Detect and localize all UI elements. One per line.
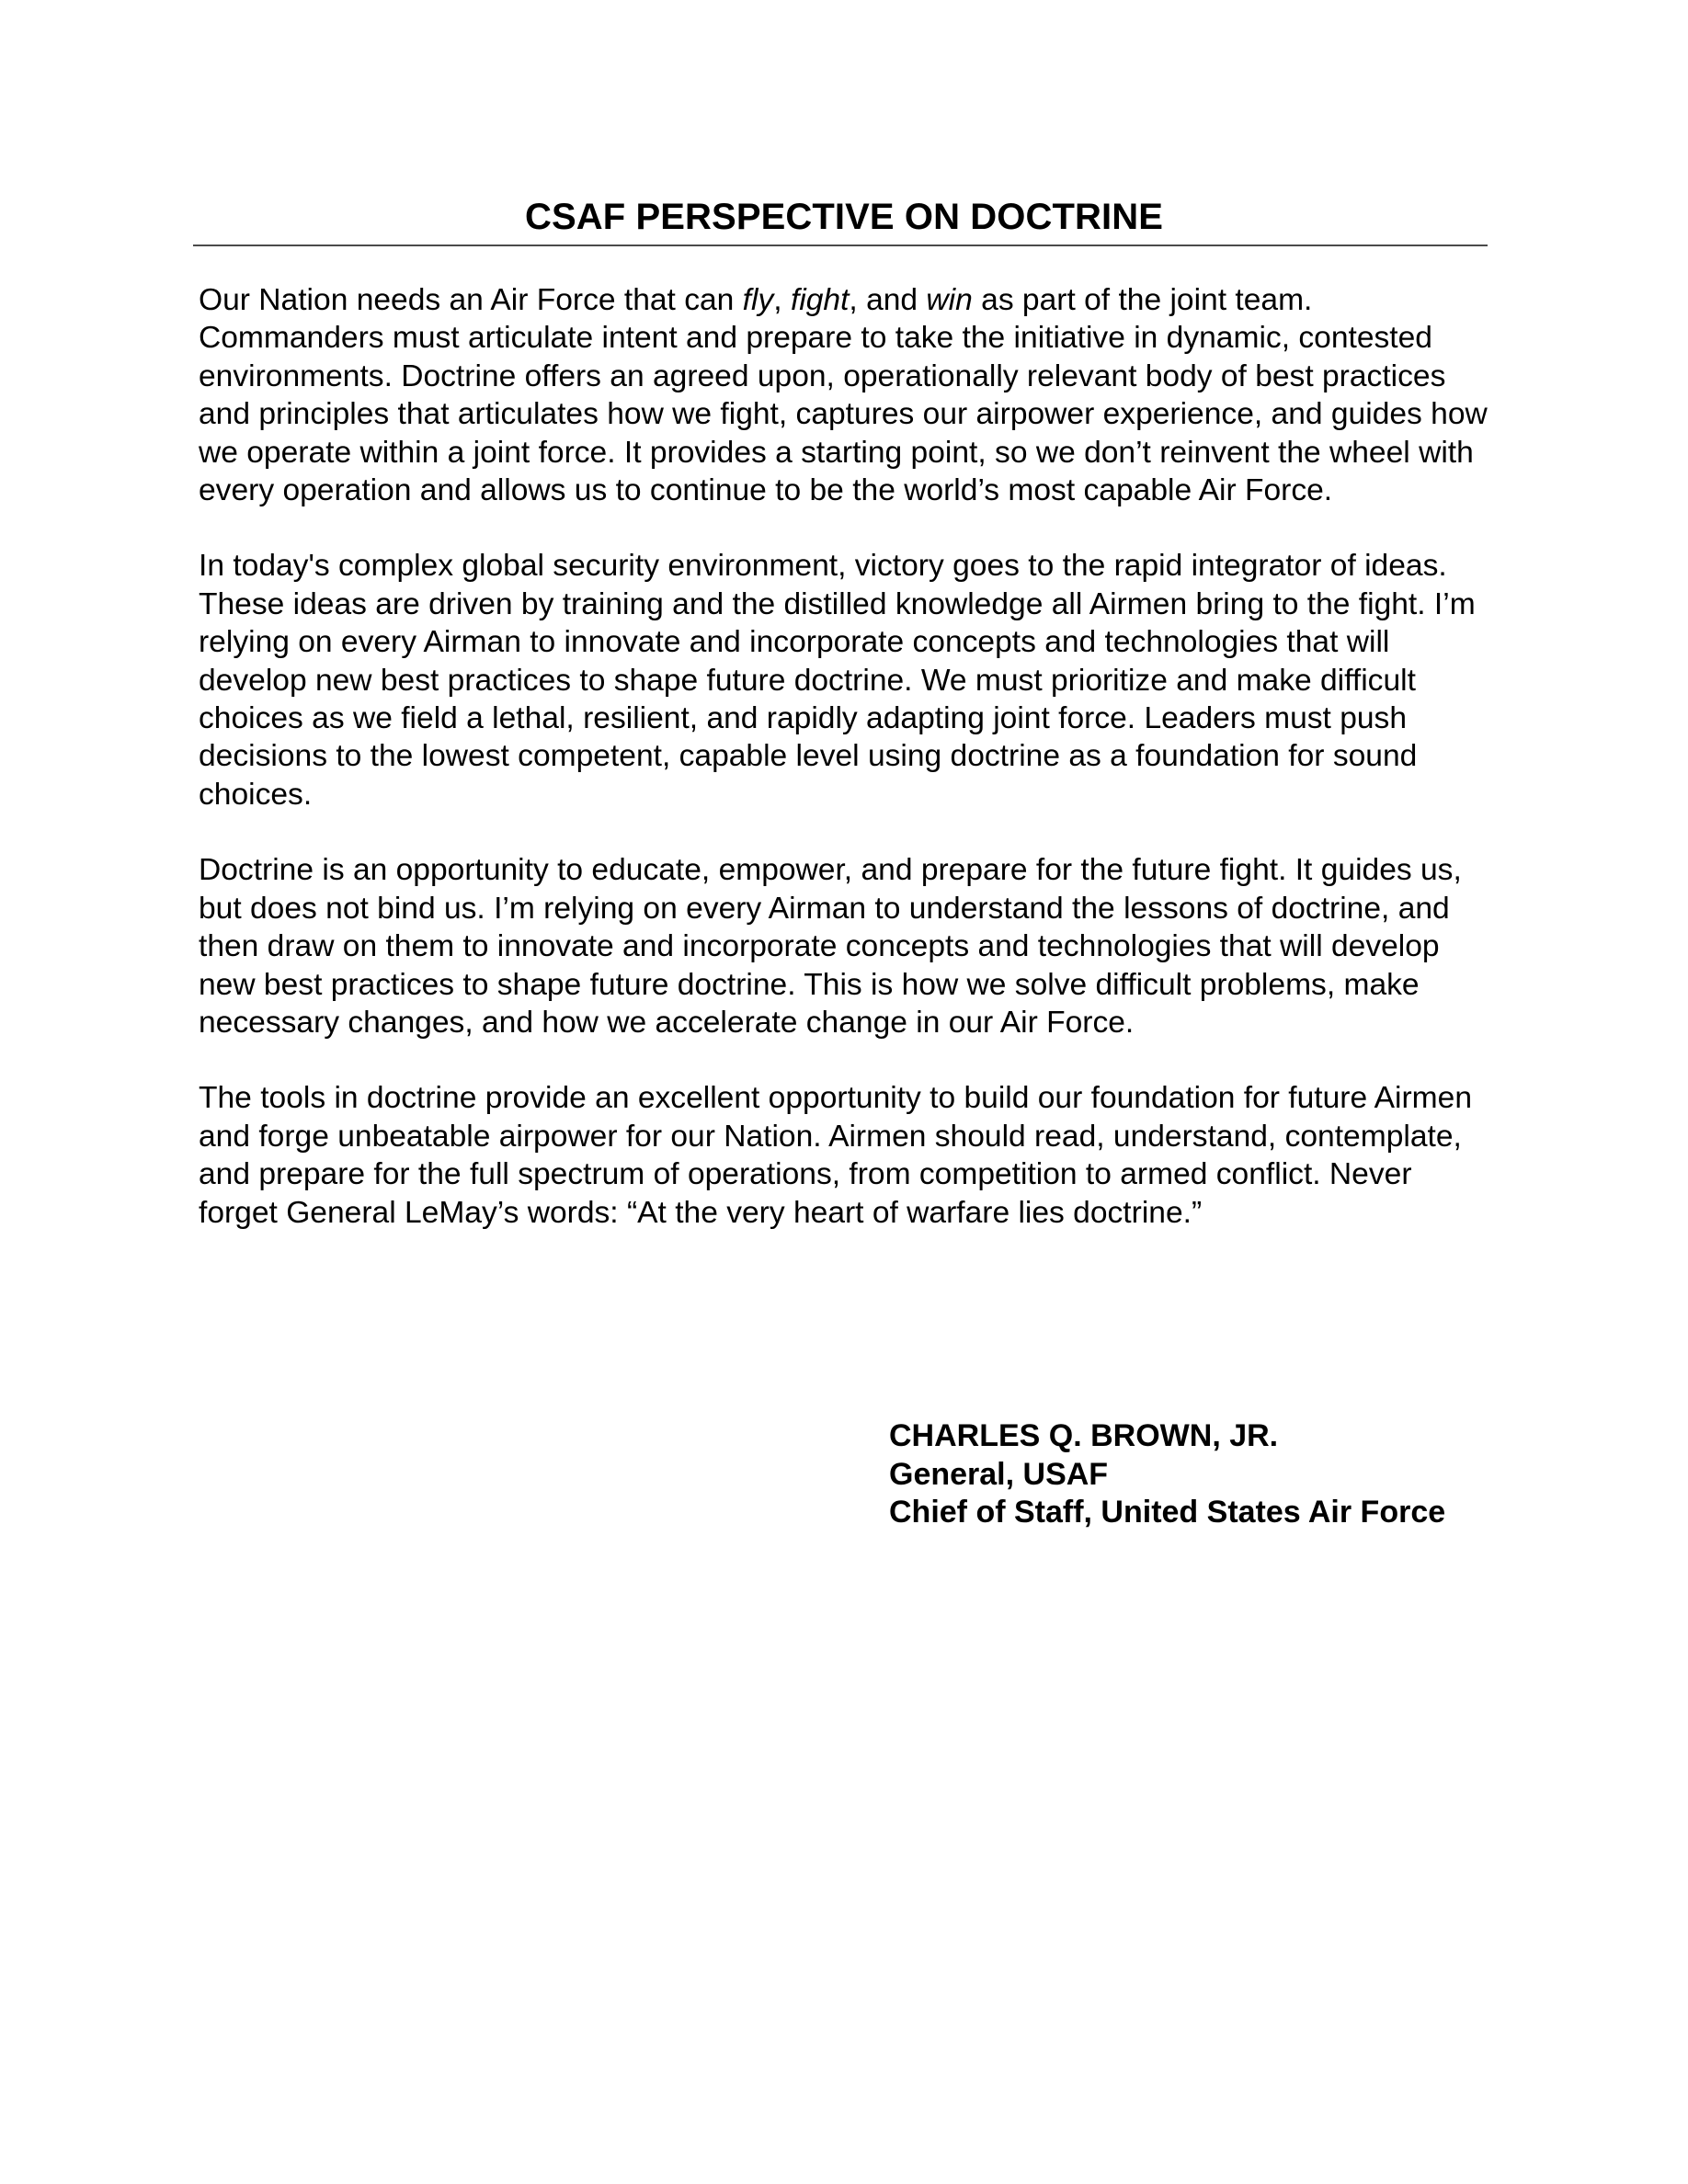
- title-underline-divider: [193, 245, 1488, 246]
- paragraph-3: Doctrine is an opportunity to educate, empower, and prepare for the future fight. It guides us, but does not bind us. I’m relying on every Airman to understand the lessons of doctrine, and then draw on them to innovate and incorporate concepts and technologies that will develop new best practices to shape future doctrine. This is how we solve difficult problems, make necessary changes, and how we accelerate change in our Air Force.: [199, 853, 1462, 1040]
- signature-position: Chief of Staff, United States Air Force: [889, 1495, 1446, 1530]
- emphasis-fight: fight: [790, 283, 850, 317]
- page-title: CSAF PERSPECTIVE ON DOCTRINE: [525, 197, 1163, 237]
- signature-name: CHARLES Q. BROWN, JR.: [889, 1418, 1279, 1453]
- paragraph-1-rest: as part of the joint team. Commanders must articulate intent and prepare to take the initiative in dynamic, contested environments. Doctrine offers an agreed upon, operationally relevant body of best practices and principles that articulates how we fight, captures our airpower experience, and guides how we operate within a joint force. It provides a starting point, so we don’t reinvent the wheel with every operation and allows us to continue to be the world’s most capable Air Force.: [199, 283, 1488, 508]
- page-content: [193, 193, 1488, 1269]
- paragraph-1-separator-2: , and: [849, 283, 927, 317]
- paragraph-1-separator-1: ,: [773, 283, 791, 317]
- paragraph-2: In today's complex global security environment, victory goes to the rapid integrator of ideas. These ideas are driven by training and the distilled knowledge all Airmen bring to the fight. I’m relying on every Airman to innovate and incorporate concepts and technologies that will develop new best practices to shape future doctrine. We must prioritize and make difficult choices as we field a lethal, resilient, and rapidly adapting joint force. Leaders must push decisions to the lowest competent, capable level using doctrine as a foundation for sound choices.: [199, 549, 1476, 812]
- emphasis-fly: fly: [742, 283, 774, 317]
- paragraph-1-intro: Our Nation needs an Air Force that can: [199, 283, 743, 317]
- paragraph-4: The tools in doctrine provide an excellent opportunity to build our foundation for future Airmen and forge unbeatable airpower for our Nation. Airmen should read, understand, contemplate, and prepare for the full spectrum of operations, from competition to armed conflict. Never forget General LeMay’s words: “At the very heart of warfare lies doctrine.”: [199, 1081, 1472, 1230]
- body-text: [193, 281, 1488, 1232]
- signature-block: [889, 1417, 1445, 1532]
- emphasis-win: win: [926, 283, 973, 317]
- paragraph-1: [199, 281, 1495, 509]
- signature-rank: General, USAF: [889, 1456, 1109, 1492]
